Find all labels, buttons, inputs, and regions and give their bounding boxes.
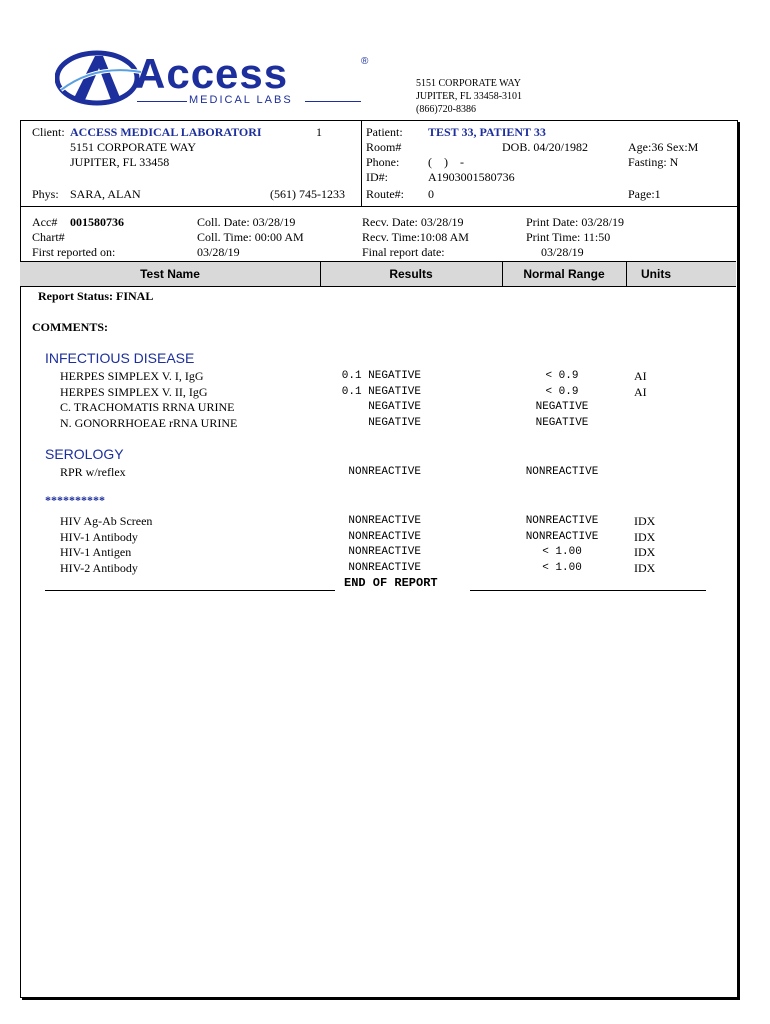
acc-value: 001580736 <box>70 215 124 229</box>
patient-age-sex: Age:36 Sex:M <box>628 140 699 154</box>
recv-date: Recv. Date: 03/28/19 <box>362 215 464 229</box>
col-results: Results <box>389 267 433 281</box>
header-divider-vertical <box>361 120 362 206</box>
normal-range: NEGATIVE <box>535 401 589 413</box>
test-result: NONREACTIVE <box>348 546 421 558</box>
acc-label: Acc# <box>32 215 58 229</box>
test-result: NONREACTIVE <box>348 561 421 574</box>
first-reported-label: First reported on: <box>32 245 116 259</box>
results-column-header <box>20 261 736 287</box>
lab-address-line1: 5151 CORPORATE WAY <box>416 78 522 89</box>
test-units: IDX <box>634 514 656 528</box>
report-status: Report Status: FINAL <box>38 289 154 303</box>
chart-label: Chart# <box>32 230 65 244</box>
col-units: Units <box>641 267 671 281</box>
test-result: NONREACTIVE <box>348 466 421 478</box>
section-title-infectious: INFECTIOUS DISEASE <box>45 350 195 366</box>
patient-label: Patient: <box>366 125 403 139</box>
col-normal-range: Normal Range <box>523 267 605 281</box>
comments-label: COMMENTS: <box>32 320 108 334</box>
registered-mark: ® <box>361 56 369 67</box>
normal-range: NONREACTIVE <box>525 530 599 543</box>
test-name: HIV Ag-Ab Screen <box>60 514 153 528</box>
test-result: NEGATIVE <box>368 416 421 429</box>
recv-time: Recv. Time:10:08 AM <box>362 230 469 244</box>
test-name: C. TRACHOMATIS RRNA URINE <box>60 400 235 414</box>
test-name: HERPES SIMPLEX V. I, IgG <box>60 369 204 383</box>
coll-time: Coll. Time: 00:00 AM <box>197 230 304 244</box>
client-address-line2: JUPITER, FL 33458 <box>70 155 170 169</box>
test-units: IDX <box>634 545 656 559</box>
first-reported-value: 03/28/19 <box>197 245 240 259</box>
test-result: 0.1 NEGATIVE <box>341 370 421 382</box>
phys-phone: (561) 745-1233 <box>270 187 345 201</box>
print-time: Print Time: 11:50 <box>526 230 611 244</box>
client-name: ACCESS MEDICAL LABORATORI <box>70 125 262 139</box>
phys-label: Phys: <box>32 187 59 201</box>
col-test-name: Test Name <box>140 267 200 281</box>
route-label: Route#: <box>366 187 404 201</box>
logo-divider <box>137 101 187 102</box>
header-divider-horizontal <box>20 206 738 207</box>
test-name: N. GONORRHOEAE rRNA URINE <box>60 415 238 430</box>
test-result: 0.1 NEGATIVE <box>341 385 421 398</box>
logo-subtitle: MEDICAL LABS <box>189 94 293 106</box>
section-title-stars: ********** <box>45 493 105 507</box>
end-line-left <box>45 590 335 591</box>
test-units: AI <box>634 369 647 383</box>
client-label: Client: <box>32 125 65 139</box>
client-number: 1 <box>316 125 322 139</box>
final-report-label: Final report date: <box>362 245 445 259</box>
normal-range: < 0.9 <box>545 385 579 398</box>
normal-range: NEGATIVE <box>535 416 589 429</box>
normal-range: NONREACTIVE <box>525 515 599 527</box>
phys-name: SARA, ALAN <box>70 187 141 201</box>
logo-divider-right <box>305 101 361 102</box>
test-result: NEGATIVE <box>368 401 421 413</box>
patient-dob: DOB. 04/20/1982 <box>502 140 589 154</box>
logo-wordmark: Access <box>135 50 289 97</box>
test-result: NONREACTIVE <box>348 530 421 543</box>
normal-range: NONREACTIVE <box>525 466 599 478</box>
test-units: IDX <box>634 529 656 544</box>
test-name: HIV-2 Antibody <box>60 560 138 575</box>
section-title-serology: SEROLOGY <box>45 446 124 462</box>
client-address-line1: 5151 CORPORATE WAY <box>70 140 197 154</box>
lab-address-line2: JUPITER, FL 33458-3101 <box>416 91 523 102</box>
patient-phone: ( ) - <box>428 155 464 169</box>
print-date: Print Date: 03/28/19 <box>526 215 624 229</box>
normal-range: < 1.00 <box>542 546 582 558</box>
room-label: Room# <box>366 140 402 154</box>
patient-name: TEST 33, PATIENT 33 <box>428 125 546 139</box>
test-name: HIV-1 Antigen <box>60 545 132 559</box>
lab-phone: (866)720-8386 <box>416 104 476 115</box>
end-of-report: END OF REPORT <box>344 576 438 590</box>
lab-logo <box>55 50 375 112</box>
test-result: NONREACTIVE <box>348 515 421 527</box>
patient-fasting: Fasting: N <box>628 155 679 169</box>
id-label: ID#: <box>366 170 388 184</box>
test-name: RPR w/reflex <box>60 465 126 479</box>
test-units: IDX <box>634 560 656 575</box>
normal-range: < 1.00 <box>542 561 582 574</box>
test-units: AI <box>634 384 647 399</box>
normal-range: < 0.9 <box>545 370 579 382</box>
phone-label: Phone: <box>366 155 400 169</box>
patient-id: A1903001580736 <box>428 170 515 184</box>
test-name: HIV-1 Antibody <box>60 529 138 544</box>
coll-date: Coll. Date: 03/28/19 <box>197 215 296 229</box>
test-name: HERPES SIMPLEX V. II, IgG <box>60 384 208 399</box>
end-line-right <box>470 590 706 591</box>
final-report-value: 03/28/19 <box>541 245 584 259</box>
page-number: Page:1 <box>628 187 661 201</box>
route-value: 0 <box>428 187 434 201</box>
